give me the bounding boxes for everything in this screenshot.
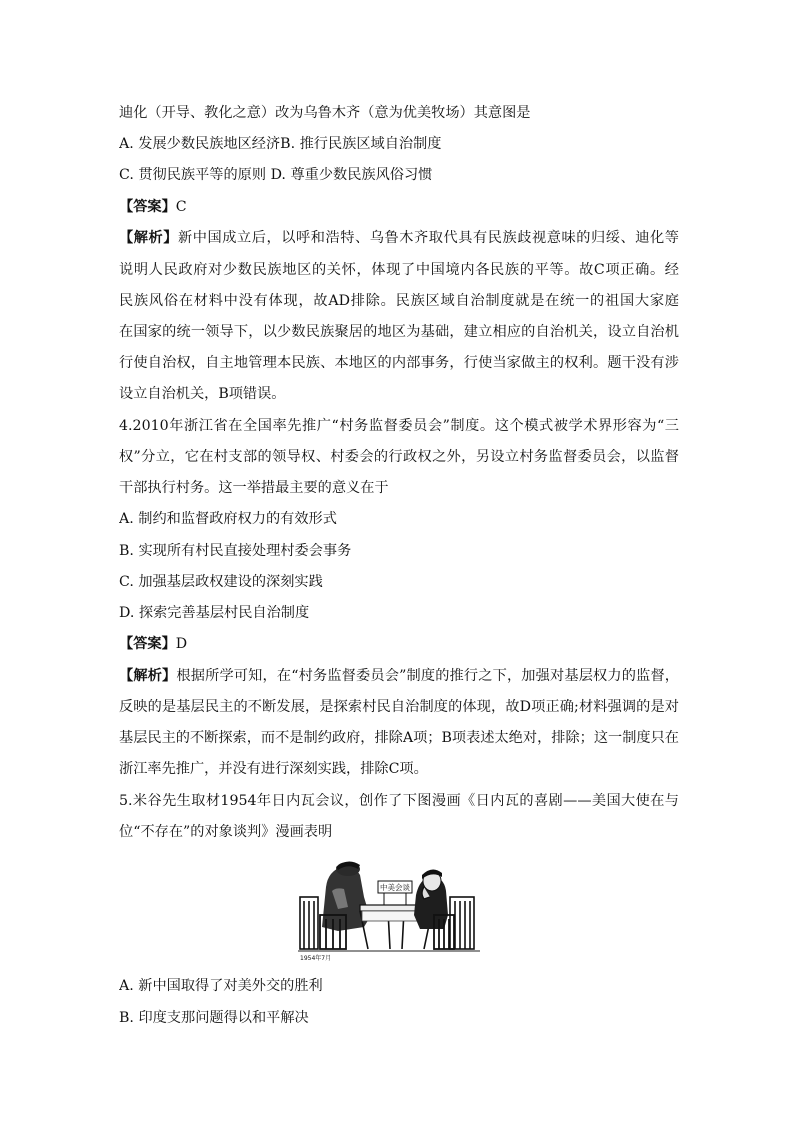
q4-option-b: B. 实现所有村民直接处理村委会事务 (119, 543, 352, 559)
q4-analysis-line-2: 反映的是基层民主的不断发展，是探索村民自治制度的体现，故D项正确;材料强调的是对 (119, 699, 679, 715)
q5-stem-line-2: 位“不存在”的对象谈判》漫画表明 (119, 824, 333, 840)
q4-answer (119, 634, 679, 654)
q3-answer (119, 197, 679, 217)
q5-stem-line-1: 5.米谷先生取材1954年日内瓦会议，创作了下图漫画《日内瓦的喜剧——美国大使在与 (119, 793, 679, 809)
q4-answer-value: D (175, 636, 188, 652)
q3-stem-tail: 迪化（开导、教化之意）改为乌鲁木齐（意为优美牧场）其意图是 (119, 105, 531, 121)
q3-analysis-label: 【解析】 (119, 230, 179, 246)
q5-option-a: A. 新中国取得了对美外交的胜利 (119, 978, 323, 994)
q4-option-c: C. 加强基层政权建设的深刻实践 (119, 574, 323, 590)
q3-analysis-line-5: 行使自治权，自主地管理本民族、本地区的内部事务，行使当家做主的权利。题干没有涉 (119, 355, 679, 371)
q3-analysis-line-3: 民族风俗在材料中没有体现，故AD排除。民族区域自治制度就是在统一的祖国大家庭 (119, 293, 679, 309)
q4-stem-line-1: 4.2010年浙江省在全国率先推广“村务监督委员会”制度。这个模式被学术界形容为“三 (119, 418, 679, 434)
q3-analysis-line-4: 在国家的统一领导下，以少数民族聚居的地区为基础，建立相应的自治机关，设立自治机 (119, 324, 679, 340)
q4-analysis-text-1: 根据所学可知，在“村务监督委员会”制度的推行之下，加强对基层权力的监督， (176, 668, 679, 684)
q4-analysis-line-3: 基层民主的不断探索，而不是制约政府，排除A项；B项表述太绝对，排除；这一制度只在 (119, 730, 679, 746)
q3-analysis-line-2: 说明人民政府对少数民族地区的关怀，体现了中国境内各民族的平等。故C项正确。经 (119, 262, 679, 278)
q5-option-b: B. 印度支那问题得以和平解决 (119, 1010, 309, 1026)
cartoon-figure (298, 857, 480, 963)
q4-analysis-label: 【解析】 (119, 668, 177, 684)
q3-option-ab: A. 发展少数民族地区经济B. 推行民族区域自治制度 (119, 136, 442, 152)
q4-option-a: A. 制约和监督政府权力的有效形式 (119, 511, 337, 527)
q3-option-cd: C. 贯彻民族平等的原则 D. 尊重少数民族风俗习惯 (119, 167, 433, 183)
q3-analysis-line-1 (119, 228, 679, 248)
q4-stem-line-3: 干部执行村务。这一举措最主要的意义在于 (119, 480, 389, 496)
q3-answer-value: C (175, 199, 187, 215)
q4-stem-line-2: 权”分立，它在村支部的领导权、村委会的行政权之外，另设立村务监督委员会，以监督 (119, 449, 679, 465)
q3-analysis-text-1: 新中国成立后，以呼和浩特、乌鲁木齐取代具有民族歧视意味的归绥、迪化等 (178, 230, 679, 246)
cartoon-sign-text: 中美会谈 (380, 883, 410, 892)
q3-analysis-line-6: 设立自治机关，B项错误。 (119, 386, 286, 402)
q4-analysis-line-4: 浙江率先推广，并没有进行深刻实践，排除C项。 (119, 761, 428, 777)
q4-answer-label: 【答案】 (119, 636, 176, 652)
q3-answer-label: 【答案】 (119, 199, 176, 215)
cartoon-caption: 1954年7月 (300, 955, 332, 962)
q4-option-d: D. 探索完善基层村民自治制度 (119, 605, 310, 621)
q4-analysis-line-1 (119, 666, 679, 686)
